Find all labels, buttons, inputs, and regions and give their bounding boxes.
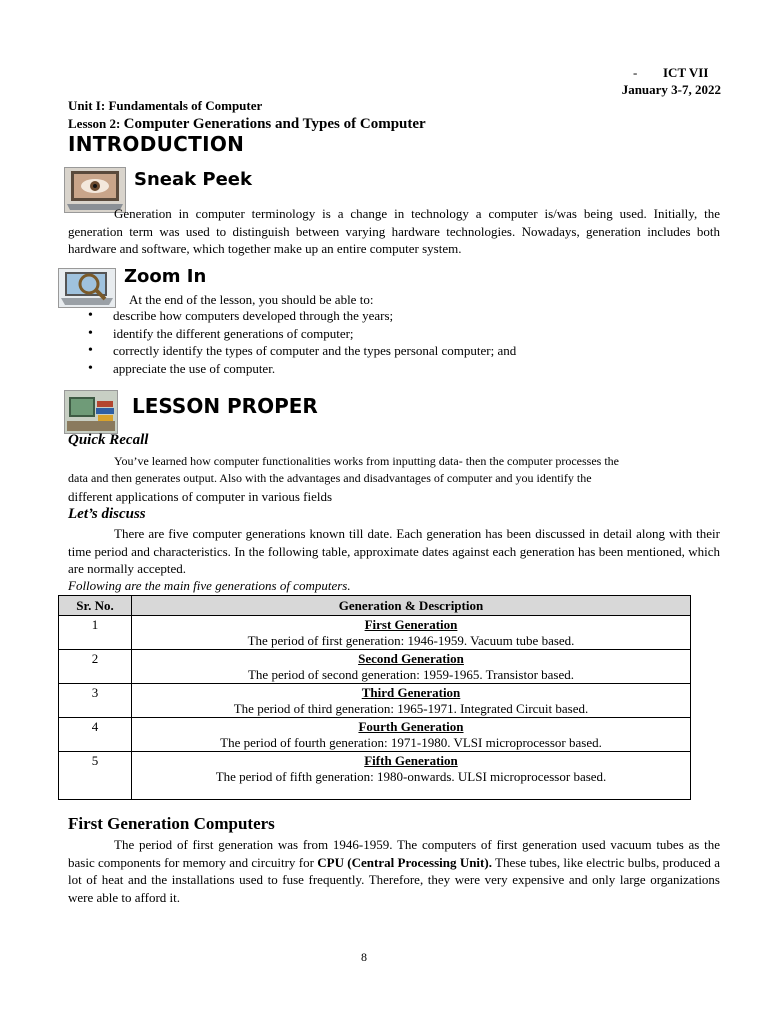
- lesson-name: Computer Generations and Types of Computer: [123, 116, 426, 132]
- zoom-in-intro: At the end of the lesson, you should be able to:: [129, 292, 374, 307]
- lesson-proper-heading: LESSON PROPER: [132, 394, 318, 418]
- quick-recall-line-1: You’ve learned how computer functionalities works from inputting data- then the computer processes the: [114, 454, 619, 468]
- row-description: [132, 650, 691, 684]
- zoom-in-heading: Zoom In: [124, 266, 207, 287]
- list-item: • correctly identify the types of computer and the types personal computer; and: [68, 342, 516, 360]
- row-description: [132, 684, 691, 718]
- table-caption: Following are the main five generations of computers.: [68, 578, 351, 593]
- first-generation-heading: First Generation Computers: [68, 814, 275, 833]
- generation-name: Fifth Generation: [364, 753, 458, 768]
- table-row: [59, 616, 691, 650]
- header-block: [622, 64, 721, 98]
- quick-recall-line-2: data and then generates output. Also with the advantages and disadvantages of computer and you identify the: [68, 471, 592, 485]
- generation-period: The period of fifth generation: 1980-onwards. ULSI microprocessor based.: [215, 769, 607, 784]
- row-number: 4: [59, 718, 132, 752]
- cpu-term: CPU (Central Processing Unit).: [317, 854, 492, 870]
- header-date: January 3-7, 2022: [621, 82, 721, 97]
- sneak-peek-text: Generation in computer terminology is a change in technology a computer is/was being used. Initially, the generation term was used to distinguish between varying hardware technologies. Nowadays, generation includes both hardware and software, which together make up an entire computer system.: [68, 206, 720, 256]
- table-row: [59, 752, 691, 800]
- column-header: Generation & Description: [132, 596, 691, 616]
- sneak-peek-heading: Sneak Peek: [134, 169, 252, 190]
- page-number: 8: [361, 950, 367, 964]
- unit-title: Unit I: Fundamentals of Computer: [68, 98, 263, 113]
- row-description: [132, 752, 691, 800]
- table-header-row: [59, 596, 691, 616]
- list-item: • describe how computers developed through the years;: [68, 307, 516, 325]
- objectives-list: [68, 307, 516, 377]
- list-item: • appreciate the use of computer.: [68, 360, 516, 378]
- generations-table: [58, 595, 691, 800]
- header-subject: ICT VII: [663, 65, 709, 80]
- table-row: [59, 650, 691, 684]
- row-number: 5: [59, 752, 132, 800]
- lets-discuss-text: There are five computer generations known till date. Each generation has been discussed in detail along with their time period and characteristics. In the following table, approximate dates against each generation has been mentioned, which are normally accepted.: [68, 526, 720, 576]
- row-description: [132, 616, 691, 650]
- generation-period: The period of fourth generation: 1971-1980. VLSI microprocessor based.: [220, 735, 602, 750]
- lesson-title: [68, 116, 426, 133]
- column-header: Sr. No.: [59, 596, 132, 616]
- generation-name: Fourth Generation: [358, 719, 464, 734]
- header-dash: -: [633, 65, 638, 80]
- lets-discuss-heading: Let’s discuss: [68, 506, 146, 522]
- row-number: 3: [59, 684, 132, 718]
- row-number: 1: [59, 616, 132, 650]
- first-generation-text-end: These tubes, like electric bulbs, produced a lot of heat and the installations used to fuse frequently. Therefore, they were very expensive and only large organizations were able to afford it.: [68, 854, 721, 905]
- introduction-heading: INTRODUCTION: [68, 132, 245, 156]
- table-row: [59, 718, 691, 752]
- generation-period: The period of third generation: 1965-1971. Integrated Circuit based.: [233, 701, 589, 716]
- row-description: [132, 718, 691, 752]
- lesson-prefix: Lesson 2:: [68, 116, 121, 131]
- magnifier-laptop-icon: [58, 268, 116, 308]
- quick-recall-line-3: different applications of computer in various fields: [68, 489, 333, 504]
- generation-name: Second Generation: [358, 651, 464, 666]
- list-item: • identify the different generations of computer;: [68, 325, 516, 343]
- generation-period: The period of first generation: 1946-1959. Vacuum tube based.: [247, 633, 575, 648]
- generation-name: Third Generation: [361, 685, 461, 700]
- generation-period: The period of second generation: 1959-1965. Transistor based.: [247, 667, 575, 682]
- quick-recall-heading: Quick Recall: [68, 432, 149, 448]
- row-number: 2: [59, 650, 132, 684]
- first-generation-text: [68, 836, 720, 906]
- generation-name: First Generation: [364, 617, 458, 632]
- computer-books-icon: [64, 390, 118, 434]
- first-generation-text-start: The period of first generation was from 1946-1959. The computers of first generation used vacuum tubes as the basic components for memory and circuitry for: [68, 837, 720, 870]
- table-row: [59, 684, 691, 718]
